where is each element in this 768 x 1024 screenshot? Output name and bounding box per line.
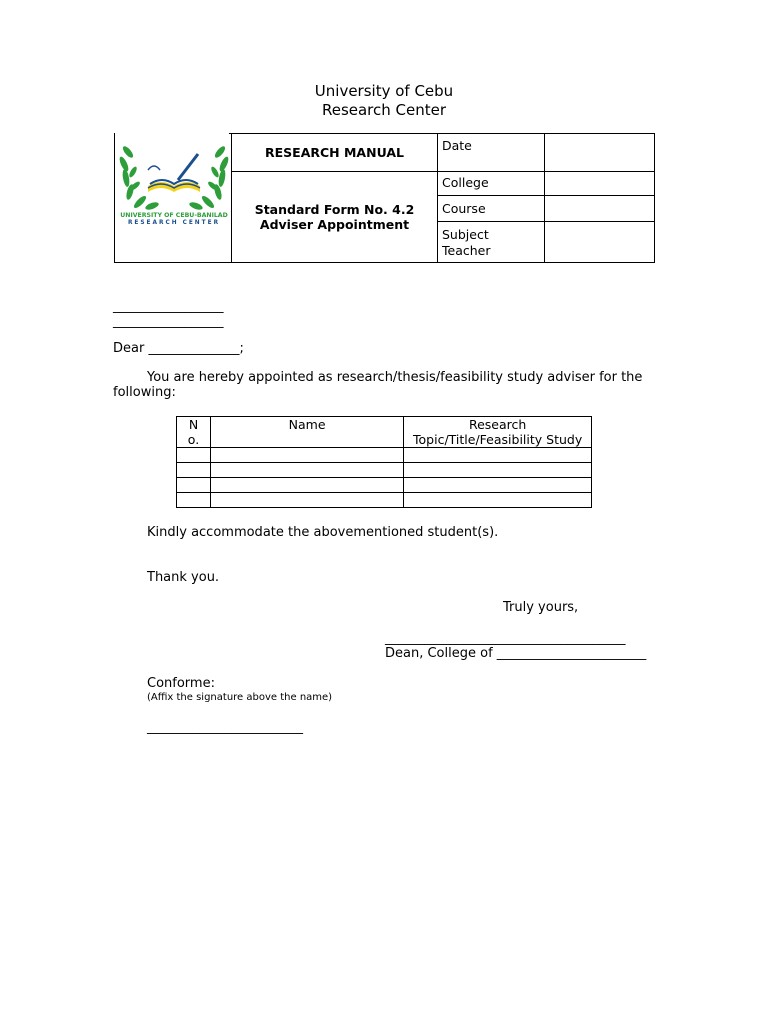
body-paragraph-line-2: following: xyxy=(113,385,176,400)
form-name: Adviser Appointment xyxy=(259,217,410,232)
subject-teacher-label: Subject Teacher xyxy=(442,227,491,258)
course-value[interactable] xyxy=(546,197,653,220)
body-paragraph-line-1: You are hereby appointed as research/thesis/feasibility study adviser for the xyxy=(147,370,643,385)
table-header-row xyxy=(177,417,592,448)
conforme-signature-line: ________________________ xyxy=(147,720,303,735)
thank-you: Thank you. xyxy=(147,570,220,585)
conforme-note: (Affix the signature above the name) xyxy=(147,692,333,703)
column-header-no: No. xyxy=(177,417,211,448)
salutation: Dear ______________; xyxy=(113,341,244,356)
table-row[interactable] xyxy=(177,493,592,508)
research-manual-label: RESEARCH MANUAL xyxy=(265,145,404,160)
svg-text:UNIVERSITY OF CEBU-BANILAD: UNIVERSITY OF CEBU-BANILAD xyxy=(120,212,228,219)
college-label: College xyxy=(442,175,489,190)
course-label: Course xyxy=(442,201,486,216)
college-value[interactable] xyxy=(546,173,653,194)
university-logo xyxy=(118,140,230,230)
address-line-1: _________________ xyxy=(113,299,224,314)
subject-teacher-value[interactable] xyxy=(546,223,653,261)
adviser-assignment-table xyxy=(176,416,592,508)
dean-college-line: Dean, College of _______________________ xyxy=(385,646,647,661)
conforme-label: Conforme: xyxy=(147,676,215,691)
university-name: University of Cebu xyxy=(314,82,454,100)
accommodate-sentence: Kindly accommodate the abovementioned student(s). xyxy=(147,525,499,540)
date-label: Date xyxy=(442,138,472,153)
closing: Truly yours, xyxy=(503,600,579,615)
research-center-name: Research Center xyxy=(321,101,447,119)
table-row[interactable] xyxy=(177,463,592,478)
signature-line: _____________________________________ xyxy=(385,631,626,646)
column-header-research-topic: Research Topic/Title/Feasibility Study xyxy=(404,417,592,448)
svg-text:RESEARCH CENTER: RESEARCH CENTER xyxy=(127,220,221,226)
form-number: Standard Form No. 4.2 xyxy=(254,202,415,217)
column-header-name: Name xyxy=(210,417,403,448)
date-value[interactable] xyxy=(546,135,653,170)
table-row[interactable] xyxy=(177,478,592,493)
table-row[interactable] xyxy=(177,448,592,463)
address-line-2: _________________ xyxy=(113,314,224,329)
